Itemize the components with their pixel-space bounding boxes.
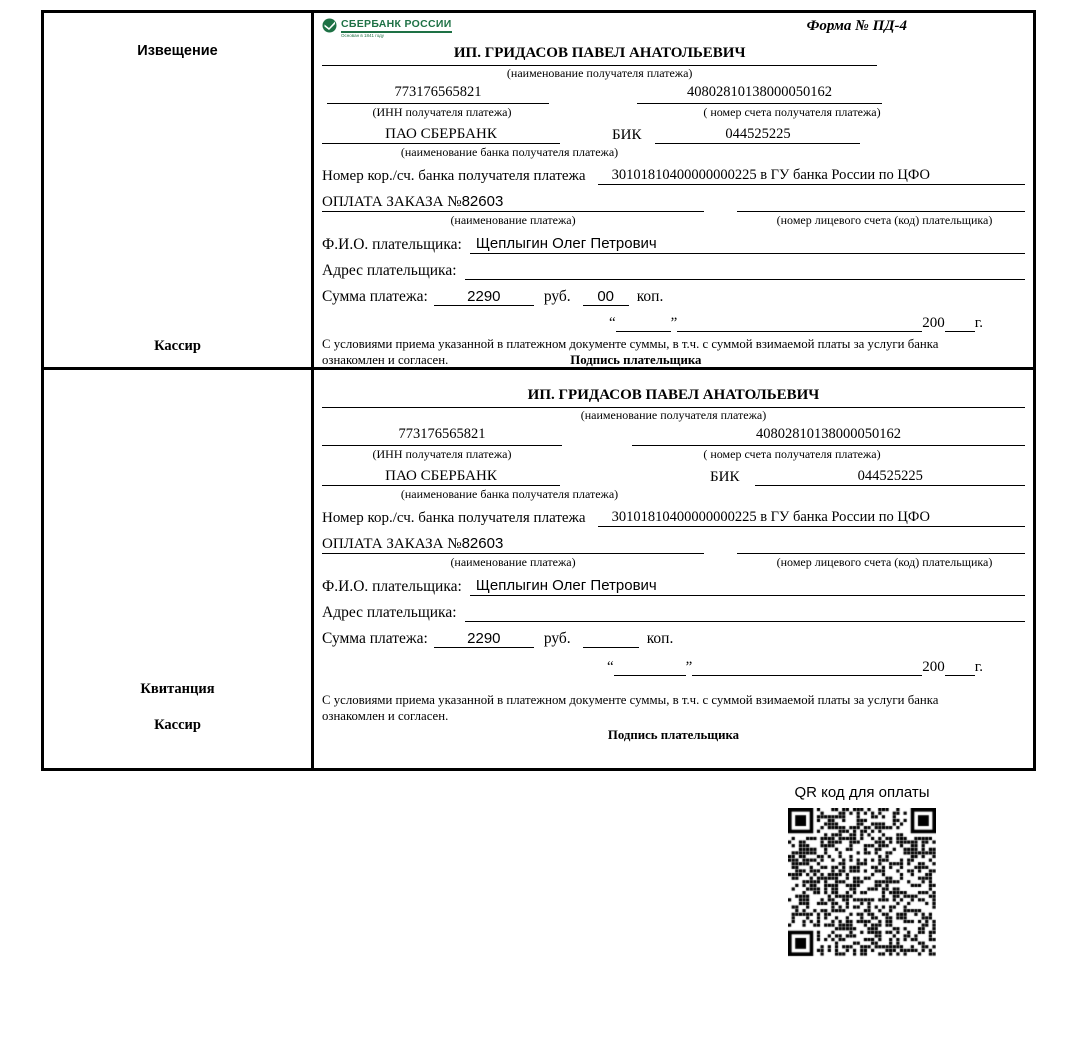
- payment-name-field: [322, 535, 704, 554]
- sum-label: Сумма платежа:: [322, 288, 428, 305]
- form-number-label: Форма № ПД-4: [806, 18, 907, 34]
- caption-payment: (наименование платежа): [450, 213, 576, 227]
- payee-account: 40802810138000050162: [632, 426, 1025, 446]
- fio-label: Ф.И.О. плательщика:: [322, 578, 462, 595]
- open-quote: “: [608, 315, 616, 331]
- fio-row: [322, 575, 1025, 596]
- inn-account-captions: [322, 105, 1025, 120]
- payee-name-field: [322, 387, 1025, 408]
- notice-section: [44, 13, 1033, 370]
- bik-value: 044525225: [655, 126, 860, 144]
- sberbank-logo: [322, 18, 452, 38]
- bank-name: ПАО СБЕРБАНК: [322, 126, 560, 144]
- sberbank-logo-text: [341, 18, 452, 38]
- corr-account-value: 30101810400000000225 в ГУ банка России по ЦФО: [598, 167, 1025, 185]
- address-blank: [465, 621, 1025, 622]
- payment-name-label: ОПЛАТА ЗАКАЗА №: [322, 194, 462, 210]
- personal-account-blank: [737, 534, 1025, 554]
- caption-payee-name: (наименование получателя платежа): [506, 66, 693, 80]
- fio-field: [470, 577, 1025, 596]
- agreement-text: [322, 693, 1025, 744]
- fio-value: Щеплыгин Олег Петрович: [475, 577, 657, 594]
- sum-row: [322, 285, 1025, 306]
- payment-name-row: [322, 191, 1025, 212]
- form-table: [41, 10, 1036, 771]
- notice-label: Извещение: [137, 43, 218, 59]
- caption-personal-account: (номер лицевого счета (код) плательщика): [776, 555, 993, 569]
- caption-payment: (наименование платежа): [450, 555, 576, 569]
- fio-value: Щеплыгин Олег Петрович: [475, 235, 657, 252]
- bik-label: БИК: [612, 127, 642, 143]
- corr-account-row: [322, 164, 1025, 185]
- receipt-cashier-label: Кассир: [154, 717, 201, 733]
- sberbank-tagline-text: Основан в 1841 году: [341, 33, 385, 38]
- caption-bank: (наименование банка получателя платежа): [400, 145, 619, 159]
- agreement-line1: С условиями приема указанной в платежном документе суммы, в т.ч. с суммой взимаемой платы за услуги банка: [322, 693, 939, 707]
- corr-account-label: Номер кор./сч. банка получателя платежа: [322, 510, 586, 526]
- payment-name-label: ОПЛАТА ЗАКАЗА №: [322, 536, 462, 552]
- payee-name-field: [322, 45, 877, 66]
- qr-caption: QR код для оплаты: [794, 784, 930, 801]
- fio-field: [470, 235, 1025, 254]
- kop-label: коп.: [646, 630, 674, 647]
- personal-account-blank: [737, 192, 1025, 212]
- inn-account-captions: [322, 447, 1025, 462]
- receipt-body: [314, 370, 1033, 768]
- payment-name-row: [322, 533, 1025, 554]
- agreement-line1: С условиями приема указанной в платежном документе суммы, в т.ч. с суммой взимаемой платы за услуги банка: [322, 337, 939, 351]
- notice-left-cell: [44, 13, 314, 367]
- payment-order-number: 82603: [461, 193, 504, 210]
- agreement-line2: ознакомлен и согласен.: [322, 708, 449, 723]
- address-label: Адрес плательщика:: [322, 604, 457, 621]
- sberbank-brand-text: СБЕРБАНК РОССИИ: [341, 18, 452, 33]
- kop-label: коп.: [636, 288, 664, 305]
- qr-code-image: [788, 808, 936, 958]
- sum-label: Сумма платежа:: [322, 630, 428, 647]
- payee-inn: 773176565821: [322, 426, 562, 446]
- receipt-left-cell: [44, 370, 314, 768]
- address-blank: [465, 279, 1025, 280]
- sum-value: 2290: [434, 630, 534, 648]
- open-quote: “: [606, 659, 614, 675]
- payment-captions: [322, 213, 1025, 228]
- receipt-section: [44, 370, 1033, 768]
- kop-value: 00: [583, 288, 629, 306]
- date-day-blank: [616, 315, 671, 332]
- corr-account-value: 30101810400000000225 в ГУ банка России по ЦФО: [598, 509, 1025, 527]
- date-row: [322, 311, 983, 332]
- year-suffix: г.: [974, 315, 983, 331]
- payment-captions: [322, 555, 1025, 570]
- date-month-blank: [677, 315, 922, 332]
- notice-logo-row: [322, 18, 1025, 45]
- inn-account-row: [322, 84, 1025, 104]
- notice-body: [314, 13, 1033, 367]
- fio-row: [322, 233, 1025, 254]
- qr-block: [762, 784, 962, 958]
- receipt-label: Квитанция: [140, 681, 215, 697]
- agreement-line2: ознакомлен и согласен.: [322, 352, 449, 367]
- kop-blank: [583, 647, 639, 648]
- caption-payee-name: (наименование получателя платежа): [580, 408, 767, 422]
- caption-account: ( номер счета получателя платежа): [703, 105, 881, 119]
- caption-inn: (ИНН получателя платежа): [372, 105, 512, 119]
- payment-name-field: [322, 193, 704, 212]
- close-quote: ”: [670, 315, 678, 331]
- date-row: [322, 655, 983, 676]
- bank-name: ПАО СБЕРБАНК: [322, 468, 560, 486]
- year-suffix: г.: [974, 659, 983, 675]
- payee-account: 40802810138000050162: [637, 84, 882, 104]
- year-prefix: 200: [922, 315, 945, 331]
- address-row: [322, 259, 1025, 280]
- caption-inn: (ИНН получателя платежа): [372, 447, 512, 461]
- signature-label: Подпись плательщика: [570, 352, 702, 367]
- sum-value: 2290: [434, 288, 534, 306]
- date-year-blank: [945, 659, 975, 676]
- payee-name: ИП. ГРИДАСОВ ПАВЕЛ АНАТОЛЬЕВИЧ: [453, 45, 746, 61]
- rub-label: руб.: [543, 288, 571, 305]
- rub-label: руб.: [543, 630, 571, 647]
- caption-personal-account: (номер лицевого счета (код) плательщика): [776, 213, 993, 227]
- caption-bank: (наименование банка получателя платежа): [400, 487, 619, 501]
- inn-account-row: [322, 426, 1025, 446]
- bank-row: [322, 465, 1025, 486]
- fio-label: Ф.И.О. плательщика:: [322, 236, 462, 253]
- caption-account: ( номер счета получателя платежа): [703, 447, 881, 461]
- sberbank-logo-icon: [322, 18, 337, 33]
- payment-order-number: 82603: [461, 535, 504, 552]
- signature-label: Подпись плательщика: [607, 728, 740, 742]
- address-label: Адрес плательщика:: [322, 262, 457, 279]
- agreement-text: [322, 337, 1025, 368]
- date-year-blank: [945, 315, 975, 332]
- date-month-blank: [692, 659, 922, 676]
- close-quote: ”: [685, 659, 693, 675]
- payee-inn: 773176565821: [327, 84, 549, 104]
- sum-row: [322, 627, 1025, 648]
- bik-value: 044525225: [755, 468, 1025, 486]
- corr-account-row: [322, 506, 1025, 527]
- agreement-line2-row: [322, 353, 1025, 369]
- date-day-blank: [614, 659, 686, 676]
- address-row: [322, 601, 1025, 622]
- bik-label: БИК: [710, 469, 740, 485]
- year-prefix: 200: [922, 659, 945, 675]
- notice-cashier-label: Кассир: [154, 338, 201, 354]
- corr-account-label: Номер кор./сч. банка получателя платежа: [322, 168, 586, 184]
- bank-row: [322, 123, 1025, 144]
- payee-name: ИП. ГРИДАСОВ ПАВЕЛ АНАТОЛЬЕВИЧ: [527, 387, 820, 403]
